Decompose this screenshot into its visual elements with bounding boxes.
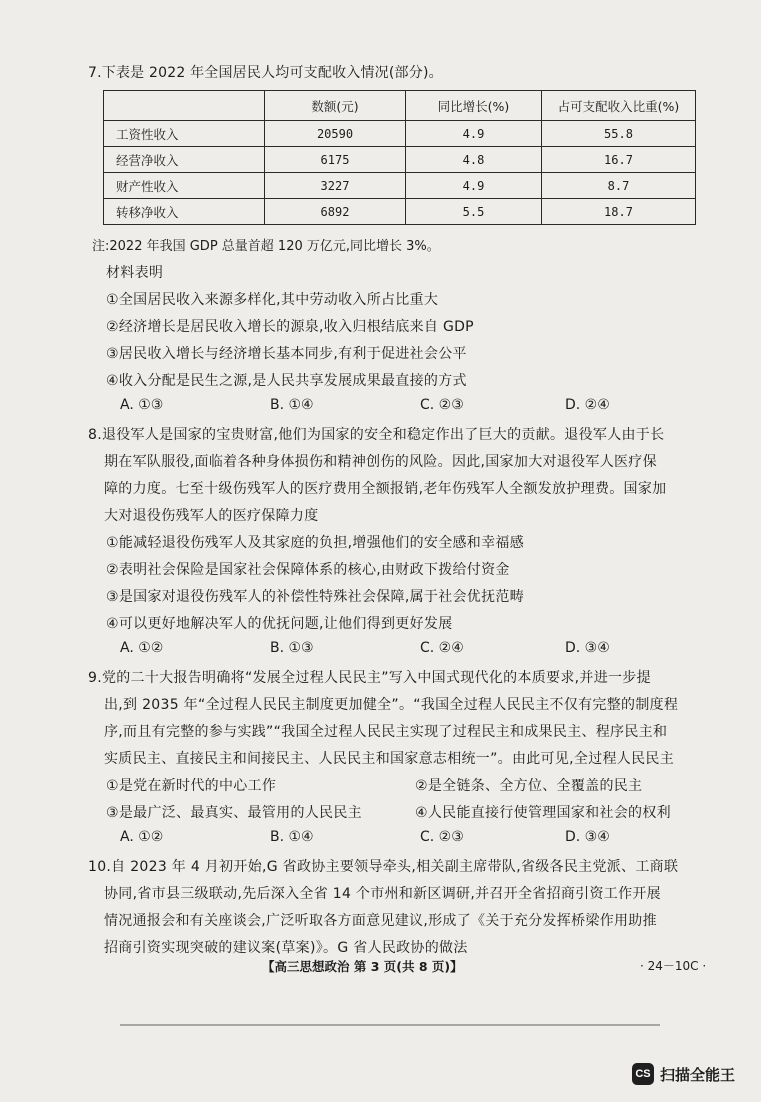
q9-statement: ④人民能直接行使管理国家和社会的权利: [415, 805, 671, 821]
q7-statement: ③居民收入增长与经济增长基本同步,有利于促进社会公平: [106, 346, 467, 362]
table-cell: 4.9: [406, 121, 542, 147]
q7-option-d: D. ②④: [565, 397, 610, 413]
income-table: [103, 90, 696, 225]
table-row: [104, 121, 696, 147]
q9-option-a: A. ①②: [120, 829, 164, 845]
q10-line: 招商引资实现突破的建议案(草案)》。G 省人民政协的做法: [104, 940, 468, 956]
table-cell: 工资性收入: [104, 121, 265, 147]
table-header-cell: [104, 91, 265, 121]
table-cell: 20590: [265, 121, 406, 147]
table-cell: 4.8: [406, 147, 542, 173]
q8-statement: ①能减轻退役伤残军人及其家庭的负担,增强他们的安全感和幸福感: [106, 535, 524, 551]
table-cell: 8.7: [542, 173, 696, 199]
table-row: [104, 199, 696, 225]
q10-line: 协同,省市县三级联动,先后深入全省 14 个市州和新区调研,并召开全省招商引资工作开展: [104, 886, 661, 902]
table-cell: 6175: [265, 147, 406, 173]
q8-option-d: D. ③④: [565, 640, 610, 656]
q9-line: 9.党的二十大报告明确将“发展全过程人民民主”写入中国式现代化的本质要求,并进一步提: [88, 670, 651, 686]
q7-option-c: C. ②③: [420, 397, 464, 413]
q8-option-a: A. ①②: [120, 640, 164, 656]
q8-statement: ④可以更好地解决军人的优抚问题,让他们得到更好发展: [106, 616, 453, 632]
q7-note: 注:2022 年我国 GDP 总量首超 120 万亿元,同比增长 3%。: [92, 239, 440, 254]
table-header-cell: 同比增长(%): [406, 91, 542, 121]
q7-statement: ④收入分配是民生之源,是人民共享发展成果最直接的方式: [106, 373, 467, 389]
q9-statement: ②是全链条、全方位、全覆盖的民主: [415, 778, 643, 794]
table-cell: 财产性收入: [104, 173, 265, 199]
table-cell: 6892: [265, 199, 406, 225]
table-cell: 3227: [265, 173, 406, 199]
scan-artifact-line: [120, 1024, 660, 1026]
q10-line: 情况通报会和有关座谈会,广泛听取各方面意见建议,形成了《关于充分发挥桥梁作用助推: [104, 913, 657, 929]
table-cell: 18.7: [542, 199, 696, 225]
q8-line: 障的力度。七至十级伤残军人的医疗费用全额报销,老年伤残军人全额发放护理费。国家加: [104, 481, 667, 497]
table-header-cell: 数额(元): [265, 91, 406, 121]
q9-statement: ③是最广泛、最真实、最管用的人民民主: [106, 805, 362, 821]
q9-option-b: B. ①④: [270, 829, 314, 845]
q8-line: 期在军队服役,面临着各种身体损伤和精神创伤的风险。因此,国家加大对退役军人医疗保: [104, 454, 657, 470]
camscanner-logo-icon: CS: [632, 1063, 654, 1085]
q8-line: 8.退役军人是国家的宝贵财富,他们为国家的安全和稳定作出了巨大的贡献。退役军人由于长: [88, 427, 665, 443]
q7-option-a: A. ①③: [120, 397, 164, 413]
table-row: [104, 173, 696, 199]
q9-line: 出,到 2035 年“全过程人民民主制度更加健全”。“我国全过程人民民主不仅有完整的制度程: [104, 697, 679, 713]
page-footer: 【高三思想政治 第 3 页(共 8 页)】: [262, 959, 463, 974]
table-header-row: [104, 91, 696, 121]
q7-title: 7.下表是 2022 年全国居民人均可支配收入情况(部分)。: [88, 65, 443, 81]
table-cell: 16.7: [542, 147, 696, 173]
q8-statement: ②表明社会保险是国家社会保障体系的核心,由财政下拨给付资金: [106, 562, 510, 578]
q9-line: 实质民主、直接民主和间接民主、人民民主和国家意志相统一”。由此可见,全过程人民民主: [104, 751, 675, 767]
table-cell: 4.9: [406, 173, 542, 199]
q9-line: 序,而且有完整的参与实践”“我国全过程人民民主实现了过程民主和成果民主、程序民主和: [104, 724, 668, 740]
q8-option-b: B. ①③: [270, 640, 314, 656]
table-cell: 55.8: [542, 121, 696, 147]
q7-stem: 材料表明: [106, 265, 164, 281]
q8-option-c: C. ②④: [420, 640, 464, 656]
table-cell: 转移净收入: [104, 199, 265, 225]
table-row: [104, 147, 696, 173]
q7-statement: ①全国居民收入来源多样化,其中劳动收入所占比重大: [106, 292, 439, 308]
table-cell: 经营净收入: [104, 147, 265, 173]
table-cell: 5.5: [406, 199, 542, 225]
q9-option-c: C. ②③: [420, 829, 464, 845]
q9-statement: ①是党在新时代的中心工作: [106, 778, 277, 794]
q9-option-d: D. ③④: [565, 829, 610, 845]
q10-line: 10.自 2023 年 4 月初开始,G 省政协主要领导牵头,相关副主席带队,省级各民主党派、工商联: [88, 859, 679, 875]
q8-line: 大对退役伤残军人的医疗保障力度: [104, 508, 319, 524]
table-header-cell: 占可支配收入比重(%): [542, 91, 696, 121]
paper-code: · 24－10C ·: [640, 959, 707, 973]
q7-option-b: B. ①④: [270, 397, 314, 413]
q8-statement: ③是国家对退役伤残军人的补偿性特殊社会保障,属于社会优抚范畴: [106, 589, 524, 605]
scanner-watermark: [632, 1063, 735, 1085]
scanner-app-name: 扫描全能王: [660, 1065, 736, 1084]
q7-statement: ②经济增长是居民收入增长的源泉,收入归根结底来自 GDP: [106, 319, 474, 335]
